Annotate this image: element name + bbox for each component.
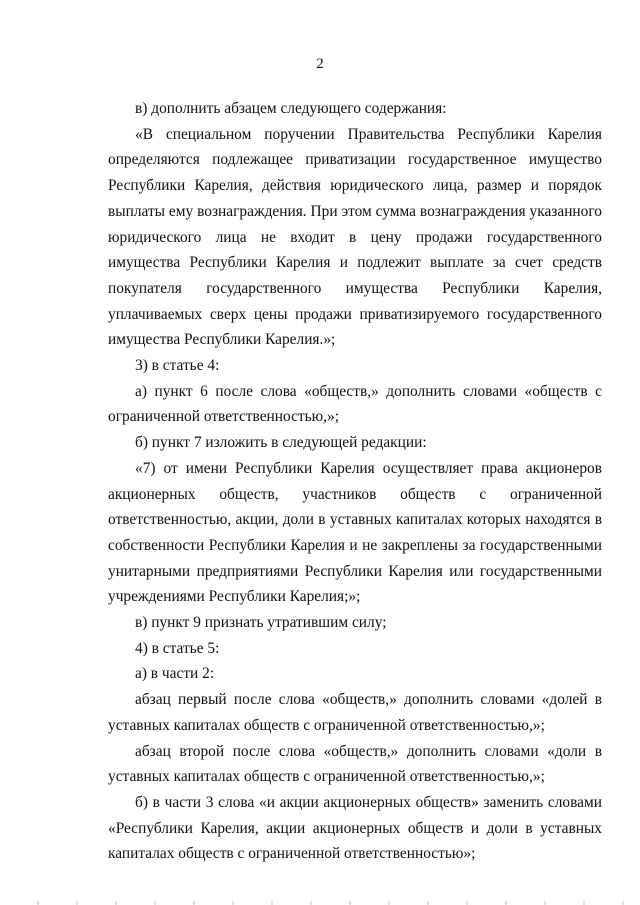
paragraph: а) в части 2: (135, 665, 215, 683)
paragraph: а) пункт 6 после слова «обществ,» дополнить словами «обществ с ограниченной ответственностью,»; (108, 382, 602, 426)
page-number: 2 (316, 56, 324, 72)
paragraph: б) пункт 7 изложить в следующей редакции: (135, 434, 427, 452)
paragraph: б) в части 3 слова «и акции акционерных обществ» заменить словами «Республики Карелия, акции акционерных обществ и доли в уставных капиталах обществ с ограниченной ответственностью»; (108, 793, 602, 863)
paragraph: «В специальном поручении Правительства Республики Карелия определяются подлежащее приватизации государственное имущество Республики Карелия, действия юридического лица, размер и порядок выплаты ему вознаграждения. При этом сумма вознаграждения указанного юридического лица не входит в цену продажи государственного имущества Республики Карелия и подлежит выплате за счет средств покупателя государственного имущества Республики Карелия, уплачиваемых сверх цены продажи приватизируемого государственного имущества Республики Карелия.»; (108, 125, 602, 349)
scan-edge-artifact (0, 901, 640, 905)
paragraph: 4) в статье 5: (135, 639, 220, 657)
paragraph: «7) от имени Республики Карелия осуществляет права акционеров акционерных обществ, участников обществ с ограниченной ответственностью, акции, доли в уставных капиталах которых находятся в собственности Республики Карелия и не закреплены за государственными унитарными предприятиями Республики Карелия или государственными учреждениями Республики Карелия;»; (108, 459, 602, 606)
paragraph: в) пункт 9 признать утратившим силу; (135, 614, 387, 632)
paragraph: абзац первый после слова «обществ,» дополнить словами «долей в уставных капиталах обществ с ограниченной ответственностью,»; (108, 691, 602, 734)
paragraph: абзац второй после слова «обществ,» дополнить словами «доли в уставных капиталах обществ с ограниченной ответственностью,»; (108, 742, 602, 786)
paragraph: в) дополнить абзацем следующего содержания: (135, 100, 447, 117)
paragraph: 3) в статье 4: (135, 357, 220, 375)
document-body (108, 96, 602, 867)
